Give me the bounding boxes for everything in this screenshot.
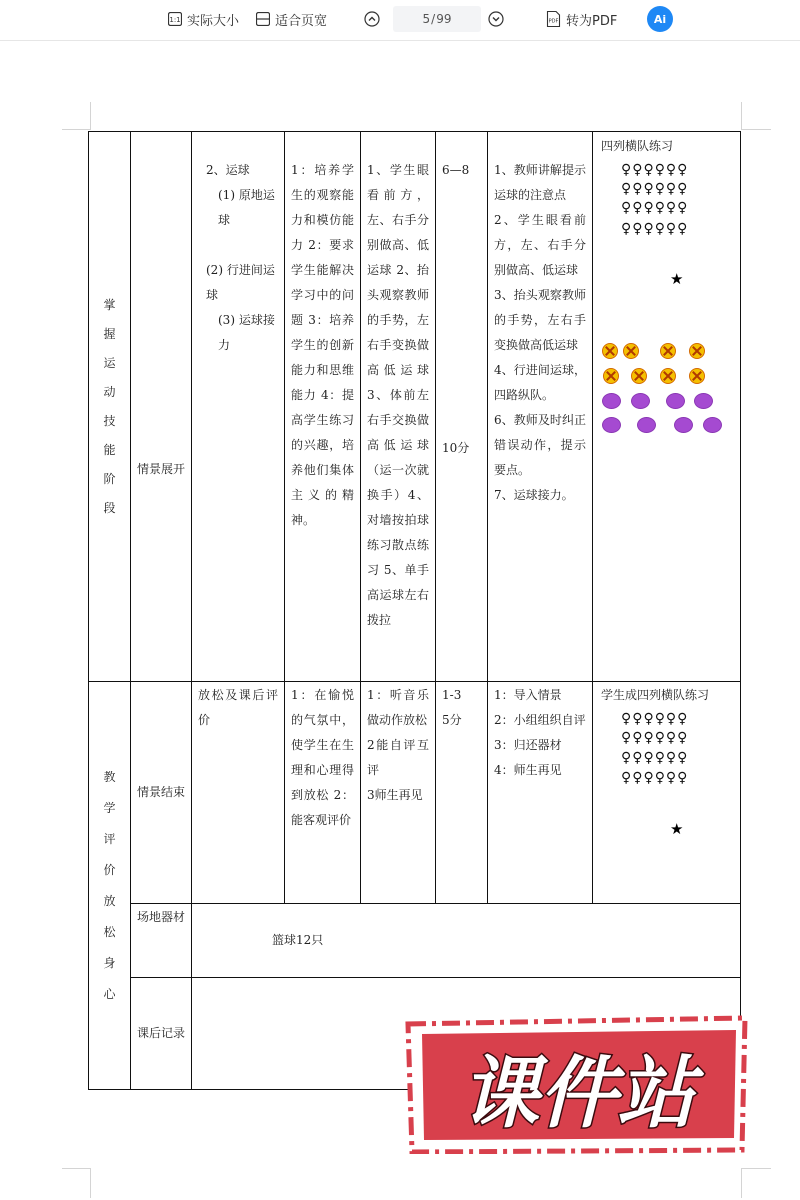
- fit-width-label: 适合页宽: [275, 13, 328, 29]
- time-cell: [436, 132, 488, 682]
- ball-icon: [666, 393, 685, 409]
- cone-marker-icon: [660, 343, 676, 359]
- student-activity-text: 1、学生眼看前方，左、右手分别做高、低运球 2、抬头观察教师的手势，左右手变换做高低运球 3、体前左右手交换做高低运球（运一次就换手）4、对墙按拍球练习散点练习 5、单手高运球左右拨拉: [367, 163, 429, 627]
- phase-label: 情景结束: [137, 785, 186, 799]
- cone-marker-icon: [660, 368, 676, 384]
- female-student-row: ♀♀♀♀♀♀: [621, 711, 689, 727]
- crop-mark: [62, 1168, 90, 1169]
- content-line: (3) 运球接力: [218, 313, 275, 352]
- content-line: 2、运球: [206, 163, 250, 177]
- teacher-guidance-cell: [488, 132, 593, 682]
- content-cell: [192, 132, 285, 682]
- ball-icon: [602, 417, 621, 433]
- pdf-toolbar: [0, 0, 800, 41]
- time-value: 6—8: [442, 163, 470, 177]
- ball-icon: [637, 417, 656, 433]
- time-cell: [436, 682, 488, 904]
- pdf-file-icon: [546, 11, 561, 27]
- crop-mark: [741, 129, 771, 130]
- time-value: 5分: [442, 713, 462, 727]
- time-value: 1-3: [442, 688, 462, 702]
- ai-assistant-button[interactable]: [647, 6, 673, 32]
- current-page: 5: [422, 12, 431, 26]
- actual-size-label: 实际大小: [187, 13, 240, 29]
- phase-label: 情景展开: [137, 461, 186, 476]
- teacher-guidance-cell: [488, 682, 593, 904]
- goals-cell: [285, 132, 361, 682]
- next-page-button[interactable]: [488, 8, 504, 30]
- phase-cell: [131, 132, 192, 682]
- page-indicator[interactable]: 5/99: [393, 6, 481, 32]
- diagram-title: 四列横队练习: [601, 139, 674, 153]
- stage-label: 教学评价放松身心: [103, 769, 116, 1001]
- teacher-star-icon: ★: [670, 270, 684, 288]
- ball-icon: [631, 393, 650, 409]
- teacher-line: 4：师生再见: [494, 763, 562, 777]
- svg-text:PDF: PDF: [548, 18, 559, 25]
- record-label: 课后记录: [137, 1026, 186, 1040]
- female-student-row: ♀♀♀♀♀♀: [621, 221, 689, 237]
- equipment-value: 篮球12只: [272, 933, 324, 947]
- cone-marker-icon: [689, 343, 705, 359]
- crop-mark: [62, 129, 90, 130]
- ball-icon: [694, 393, 713, 409]
- formation-diagram: [593, 682, 740, 902]
- chevron-down-circle-icon: [488, 11, 504, 27]
- table-row: [89, 132, 741, 682]
- prev-page-button[interactable]: [364, 8, 380, 30]
- student-activity-cell: [361, 132, 436, 682]
- goals-text: 1：培养学生的观察能力和模仿能力 2：要求学生能解决学习中的问题 3：培养学生的创新能力和思维能力 4：提高学生练习的兴趣，培养他们集体主义的精神。: [291, 163, 354, 527]
- equipment-label: 场地器材: [137, 910, 186, 924]
- watermark-text: 课件站: [460, 1049, 696, 1139]
- teacher-line: 6、教师及时纠正错误动作，提示要点。: [494, 413, 586, 477]
- content-text: 放松及课后评价: [198, 688, 278, 727]
- equipment-value-cell: [192, 904, 741, 978]
- ball-icon: [674, 417, 693, 433]
- content-line: (2) 行进间运球: [206, 263, 275, 302]
- svg-text:1:1: 1:1: [169, 16, 181, 24]
- female-student-row: ♀♀♀♀♀♀: [621, 730, 689, 746]
- teacher-line: 1：导入情景: [494, 688, 562, 702]
- record-label-cell: [131, 978, 192, 1090]
- table-row: [89, 682, 741, 904]
- teacher-line: 7、运球接力。: [494, 488, 574, 502]
- stage-label: 掌握运动技能阶段: [103, 297, 116, 515]
- lesson-plan-table: [88, 131, 741, 1090]
- female-student-row: ♀♀♀♀♀♀: [621, 750, 689, 766]
- table-row: [89, 904, 741, 978]
- content-cell: [192, 682, 285, 904]
- female-student-row: ♀♀♀♀♀♀: [621, 181, 689, 197]
- ai-label: Ai: [653, 12, 667, 26]
- phase-cell: [131, 682, 192, 904]
- teacher-star-icon: ★: [670, 820, 684, 838]
- crop-mark: [90, 1168, 91, 1198]
- fit-width-icon: [256, 12, 270, 26]
- diagram-title: 学生成四列横队练习: [601, 688, 710, 702]
- teacher-line: 3：归还器材: [494, 738, 562, 752]
- female-student-row: ♀♀♀♀♀♀: [621, 162, 689, 178]
- student-line: 1：听音乐做动作放松: [367, 688, 429, 727]
- teacher-line: 2：小组组织自评: [494, 713, 586, 727]
- time-value: 10分: [442, 441, 470, 455]
- crop-mark: [741, 1168, 742, 1198]
- goals-text: 1：在愉悦的气氛中，使学生在生理和心理得到放松 2：能客观评价: [291, 688, 354, 827]
- content-line: (1) 原地运球: [218, 188, 275, 227]
- ball-icon: [703, 417, 722, 433]
- actual-size-icon: [168, 12, 182, 26]
- teacher-line: 3、抬头观察教师的手势，左右手变换做高低运球: [494, 288, 586, 352]
- teacher-line: 2、学生眼看前方，左、右手分别做高、低运球: [494, 213, 586, 277]
- cone-marker-icon: [623, 343, 639, 359]
- teacher-line: 4、行进间运球，四路纵队。: [494, 363, 586, 402]
- female-student-row: ♀♀♀♀♀♀: [621, 200, 689, 216]
- goals-cell: [285, 682, 361, 904]
- convert-pdf-button[interactable]: [546, 8, 617, 30]
- spacer: [442, 183, 481, 383]
- teacher-line: 1、教师讲解提示运球的注意点: [494, 163, 586, 202]
- equipment-label-cell: [131, 904, 192, 978]
- cone-marker-icon: [603, 368, 619, 384]
- cone-marker-icon: [602, 343, 618, 359]
- formation-diagram-cell: [593, 682, 741, 904]
- formation-diagram-cell: [593, 132, 741, 682]
- student-line: 3师生再见: [367, 788, 423, 802]
- chevron-up-circle-icon: [364, 11, 380, 27]
- crop-mark: [90, 102, 91, 130]
- crop-mark: [741, 1168, 771, 1169]
- watermark-logo: [400, 1014, 750, 1154]
- content-line: [198, 233, 278, 258]
- student-activity-cell: [361, 682, 436, 904]
- female-student-row: ♀♀♀♀♀♀: [621, 770, 689, 786]
- student-line: 2能自评互评: [367, 738, 429, 777]
- stage-cell: [89, 132, 131, 682]
- actual-size-button[interactable]: [168, 8, 239, 30]
- cone-marker-icon: [631, 368, 647, 384]
- fit-width-button[interactable]: [256, 8, 327, 30]
- convert-pdf-label: 转为PDF: [566, 13, 618, 29]
- stage-cell: [89, 682, 131, 1090]
- cone-marker-icon: [689, 368, 705, 384]
- ball-icon: [602, 393, 621, 409]
- crop-mark: [741, 102, 742, 130]
- record-value: [192, 978, 740, 982]
- formation-diagram: [593, 132, 740, 680]
- total-pages: 99: [436, 12, 452, 26]
